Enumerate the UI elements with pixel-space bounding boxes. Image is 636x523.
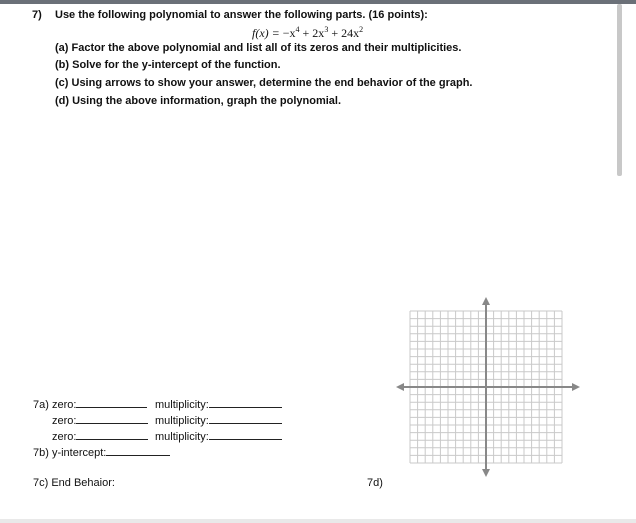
zero-blank-1[interactable] [76,397,147,408]
exp-3: 2 [359,25,364,34]
part-c: (c) Using arrows to show your answer, determine the end behavior of the graph. [55,77,473,89]
bottom-border [0,519,636,523]
arrow-down-icon [482,469,490,477]
mult-label-2: multiplicity: [155,415,209,427]
zero-row-1 [33,397,147,411]
mult-row-3 [155,429,282,443]
arrow-right-icon [572,383,580,391]
term-1: −x [282,26,296,40]
mult-label-3: multiplicity: [155,431,209,443]
mult-blank-3[interactable] [209,429,282,440]
term-2: + 2x [299,26,325,40]
exp-2: 3 [324,25,329,34]
mult-blank-2[interactable] [209,413,282,424]
mult-row-2 [155,413,282,427]
part-b: (b) Solve for the y-intercept of the function. [55,59,281,71]
question-prompt: Use the following polynomial to answer the following parts. (16 points): [55,9,428,21]
question-number: 7) [32,9,42,21]
zero-row-2 [52,413,148,427]
zero-blank-3[interactable] [76,429,148,440]
top-border [0,0,636,4]
y-intercept-label: 7b) y-intercept: [33,447,107,459]
part-d: (d) Using the above information, graph the polynomial. [55,95,342,107]
graph-label: 7d) [367,477,383,489]
arrow-up-icon [482,297,490,305]
mult-blank-1[interactable] [209,397,282,408]
scrollbar[interactable] [617,4,622,176]
zero-label-2: zero: [52,415,77,427]
part-a: (a) Factor the above polynomial and list all of its zeros and their multiplicities. [55,42,462,54]
zero-blank-2[interactable] [76,413,148,424]
y-intercept-blank[interactable] [106,445,170,456]
function-equation [252,25,363,41]
coordinate-grid[interactable] [390,293,590,483]
exp-1: 4 [295,25,300,34]
end-behavior-label: 7c) End Behaior: [33,477,115,489]
mult-row-1 [155,397,282,411]
zero-row-3 [52,429,148,443]
term-3: + 24x [328,26,360,40]
arrow-left-icon [396,383,404,391]
function-lhs: f(x) = [252,26,283,40]
y-intercept-row [33,445,170,459]
zero-label-1: 7a) zero: [33,399,77,411]
zero-label-3: zero: [52,431,77,443]
mult-label-1: multiplicity: [155,399,209,411]
